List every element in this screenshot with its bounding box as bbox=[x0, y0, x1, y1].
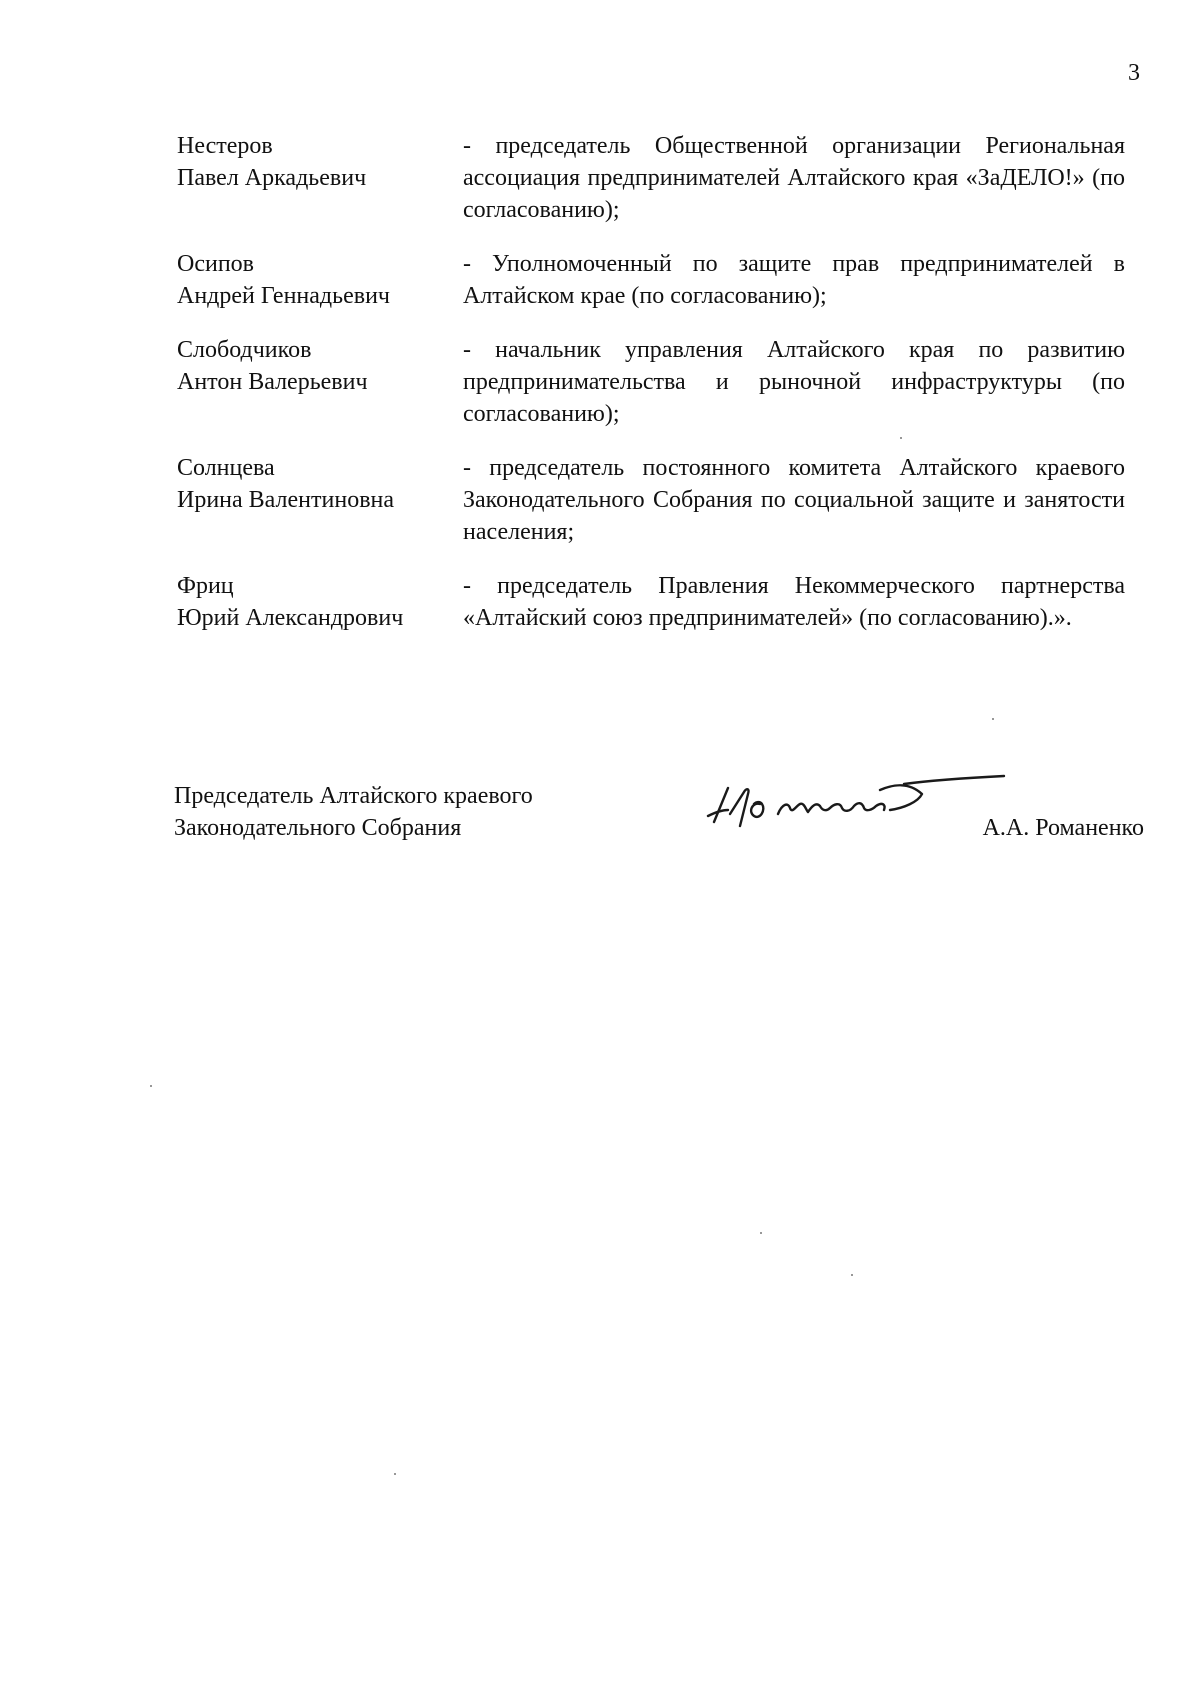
signature-stroke bbox=[730, 789, 749, 826]
member-role: - начальник управления Алтайского края по развитию предпринимательства и рыночной инфраструктуры (по согласованию); bbox=[463, 337, 1125, 427]
member-row bbox=[177, 130, 1127, 226]
signature-block bbox=[174, 780, 1144, 860]
signature-stroke bbox=[778, 803, 885, 814]
member-row bbox=[177, 248, 1127, 312]
member-list bbox=[177, 130, 1127, 656]
signatory-title-line: Законодательного Собрания bbox=[174, 815, 462, 841]
member-role: - председатель Правления Некоммерческого партнерства «Алтайский союз предпринимателей» (по согласованию).». bbox=[463, 573, 1125, 631]
member-name bbox=[177, 248, 463, 312]
member-surname: Осипов bbox=[177, 251, 255, 277]
member-surname: Солнцева bbox=[177, 455, 275, 481]
member-given-names: Павел Аркадьевич bbox=[177, 165, 367, 191]
member-name bbox=[177, 130, 463, 194]
signature-stroke bbox=[880, 785, 922, 810]
scan-speck bbox=[150, 1085, 152, 1087]
member-given-names: Юрий Александрович bbox=[177, 605, 404, 631]
signatory-title bbox=[174, 780, 533, 844]
member-given-names: Ирина Валентиновна bbox=[177, 487, 395, 513]
scan-speck bbox=[851, 1274, 853, 1276]
member-given-names: Антон Валерьевич bbox=[177, 369, 368, 395]
member-name bbox=[177, 452, 463, 516]
scan-speck bbox=[760, 1232, 762, 1234]
signatory-name: А.А. Романенко bbox=[982, 815, 1144, 841]
signature-stroke bbox=[714, 788, 728, 822]
page-number: 3 bbox=[1128, 60, 1140, 86]
scan-speck bbox=[394, 1473, 396, 1475]
scan-speck bbox=[900, 437, 902, 439]
signature-stroke bbox=[751, 802, 763, 817]
member-surname: Фриц bbox=[177, 573, 234, 599]
member-row bbox=[177, 452, 1127, 548]
signature-stroke bbox=[904, 776, 1004, 784]
signatory-title-line: Председатель Алтайского краевого bbox=[174, 783, 533, 809]
member-surname: Слободчиков bbox=[177, 337, 312, 363]
member-role: - председатель постоянного комитета Алтайского краевого Законодательного Собрания по социальной защите и занятости населения; bbox=[463, 455, 1125, 545]
handwritten-signature bbox=[704, 766, 1014, 846]
member-name bbox=[177, 334, 463, 398]
member-row bbox=[177, 334, 1127, 430]
member-name bbox=[177, 570, 463, 634]
member-surname: Нестеров bbox=[177, 133, 273, 159]
member-row bbox=[177, 570, 1127, 634]
member-role: - председатель Общественной организации Региональная ассоциация предпринимателей Алтайского края «ЗаДЕЛО!» (по согласованию); bbox=[463, 133, 1125, 223]
member-role: - Уполномоченный по защите прав предпринимателей в Алтайском крае (по согласованию); bbox=[463, 251, 1125, 309]
member-given-names: Андрей Геннадьевич bbox=[177, 283, 390, 309]
scan-speck bbox=[992, 718, 994, 720]
